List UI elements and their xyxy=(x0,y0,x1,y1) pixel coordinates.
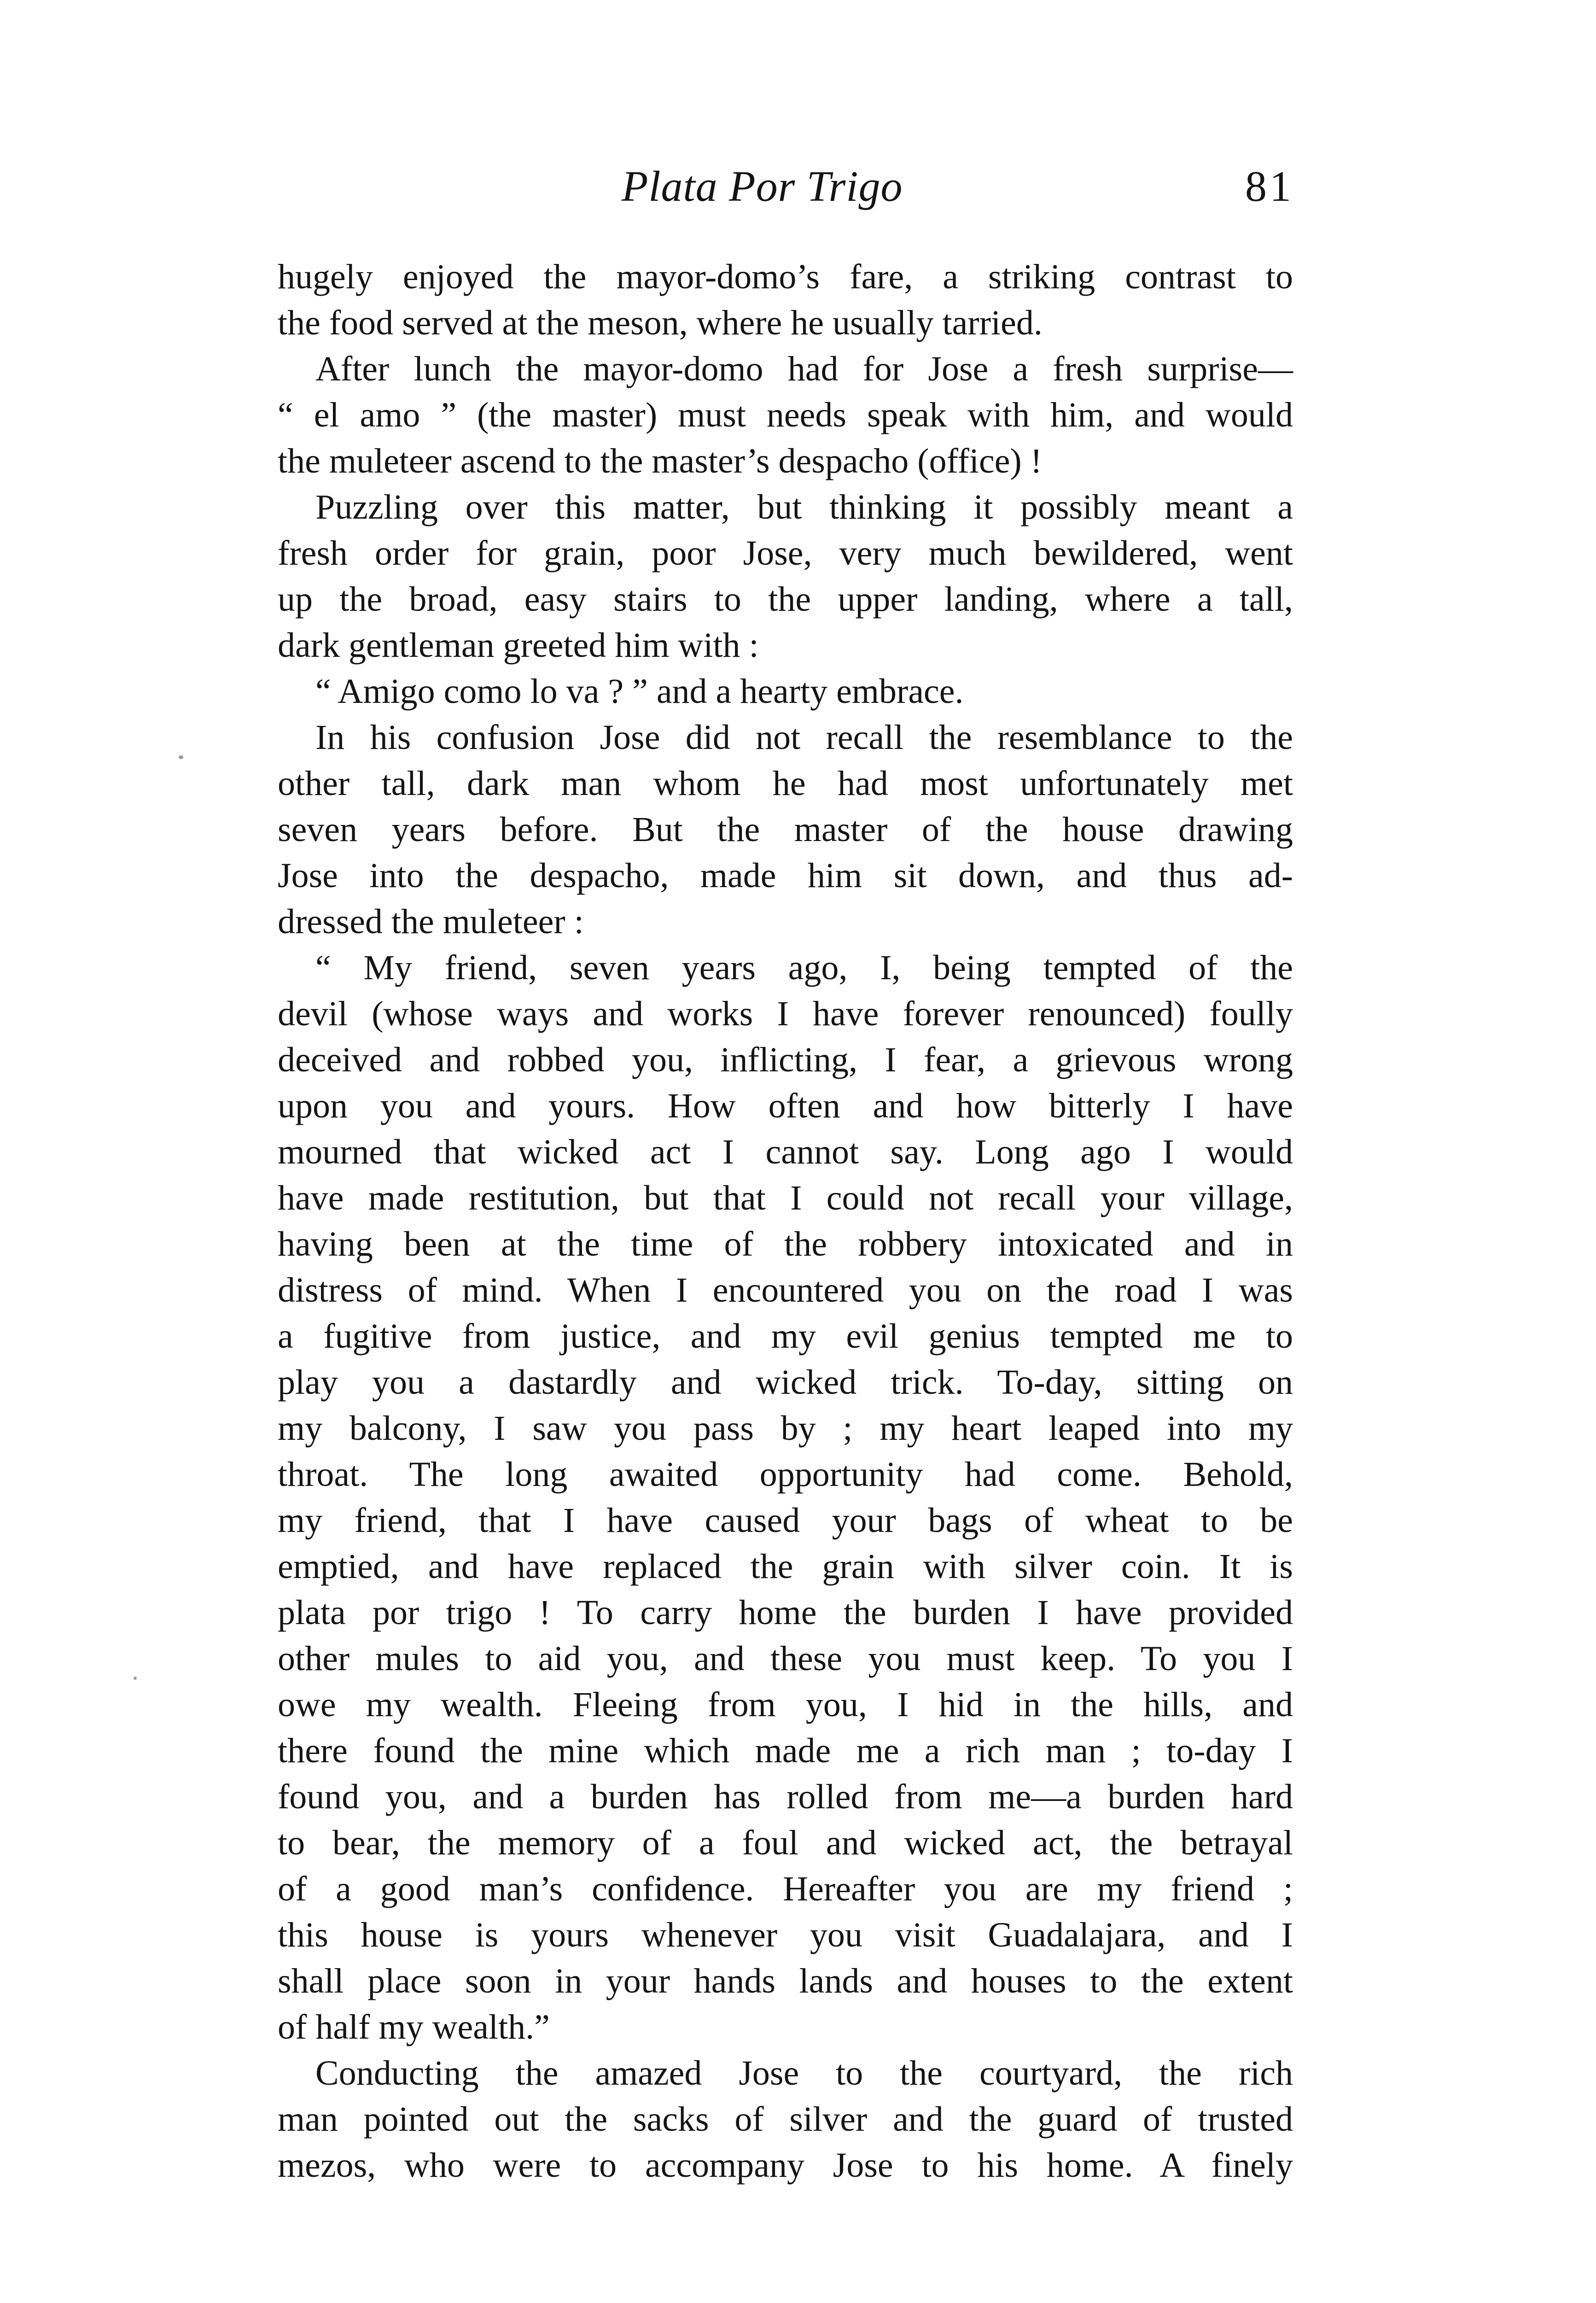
text-line: upon you and yours. How often and how bitterly I have xyxy=(278,1087,1293,1125)
text-line: devil (whose ways and works I have forever renounced) foully xyxy=(278,994,1293,1033)
text-line: Jose into the despacho, made him sit down, and thus ad- xyxy=(278,856,1293,895)
text-line: of a good man’s confidence. Hereafter you are my friend ; xyxy=(278,1870,1293,1908)
text-line: Conducting the amazed Jose to the courtyard, the rich xyxy=(315,2054,1293,2093)
text-line: found you, and a burden has rolled from me—a burden hard xyxy=(278,1777,1293,1816)
text-line: “ el amo ” (the master) must needs speak with him, and would xyxy=(278,396,1293,434)
page-number: 81 xyxy=(1245,163,1294,210)
text-line: emptied, and have replaced the grain with silver coin. It is xyxy=(278,1547,1293,1586)
text-line: deceived and robbed you, inflicting, I fear, a grievous wrong xyxy=(278,1040,1293,1079)
text-line: there found the mine which made me a rich man ; to-day I xyxy=(278,1731,1293,1770)
text-line: shall place soon in your hands lands and houses to the extent xyxy=(278,1962,1293,2000)
running-title: Plata Por Trigo xyxy=(622,163,903,210)
text-line: After lunch the mayor-domo had for Jose a fresh surprise— xyxy=(315,350,1293,388)
text-line: my friend, that I have caused your bags of wheat to be xyxy=(278,1501,1293,1540)
text-line: “ Amigo como lo va ? ” and a hearty embrace. xyxy=(315,672,964,711)
text-line: the muleteer ascend to the master’s despacho (office) ! xyxy=(278,442,1043,480)
text-line: hugely enjoyed the mayor-domo’s fare, a striking contrast to xyxy=(278,257,1293,296)
text-line: owe my wealth. Fleeing from you, I hid in the hills, and xyxy=(278,1685,1293,1724)
text-line: other tall, dark man whom he had most unfortunately met xyxy=(278,764,1293,803)
text-line: of half my wealth.” xyxy=(278,2008,550,2046)
text-line: fresh order for grain, poor Jose, very much bewildered, went xyxy=(278,534,1293,573)
text-line: a fugitive from justice, and my evil genius tempted me to xyxy=(278,1317,1293,1356)
text-line: the food served at the meson, where he usually tarried. xyxy=(278,304,1043,342)
print-speck xyxy=(134,1677,137,1680)
text-line: throat. The long awaited opportunity had come. Behold, xyxy=(278,1455,1293,1494)
body-text xyxy=(278,254,1293,2188)
text-line: Puzzling over this matter, but thinking it possibly meant a xyxy=(315,488,1293,526)
text-line: seven years before. But the master of the house drawing xyxy=(278,810,1293,849)
text-line: play you a dastardly and wicked trick. To-day, sitting on xyxy=(278,1363,1293,1402)
page-header xyxy=(622,159,1294,214)
text-line: this house is yours whenever you visit Guadalajara, and I xyxy=(278,1916,1293,1954)
text-line: dressed the muleteer : xyxy=(278,902,584,941)
text-line: distress of mind. When I encountered you on the road I was xyxy=(278,1271,1293,1309)
text-line: my balcony, I saw you pass by ; my heart leaped into my xyxy=(278,1409,1293,1448)
text-line: “ My friend, seven years ago, I, being tempted of the xyxy=(315,948,1293,987)
text-line: plata por trigo ! To carry home the burden I have provided xyxy=(278,1593,1293,1632)
text-line: man pointed out the sacks of silver and the guard of trusted xyxy=(278,2100,1293,2139)
text-line: mourned that wicked act I cannot say. Long ago I would xyxy=(278,1133,1293,1171)
text-line: In his confusion Jose did not recall the resemblance to the xyxy=(315,718,1293,757)
print-speck xyxy=(179,755,183,759)
text-line: up the broad, easy stairs to the upper landing, where a tall, xyxy=(278,580,1293,619)
text-line: to bear, the memory of a foul and wicked act, the betrayal xyxy=(278,1824,1293,1862)
text-line: having been at the time of the robbery intoxicated and in xyxy=(278,1225,1293,1263)
text-line: have made restitution, but that I could not recall your village, xyxy=(278,1179,1293,1217)
text-line: other mules to aid you, and these you must keep. To you I xyxy=(278,1639,1293,1678)
text-line: dark gentleman greeted him with : xyxy=(278,626,759,665)
text-line: mezos, who were to accompany Jose to his home. A finely xyxy=(278,2146,1293,2185)
